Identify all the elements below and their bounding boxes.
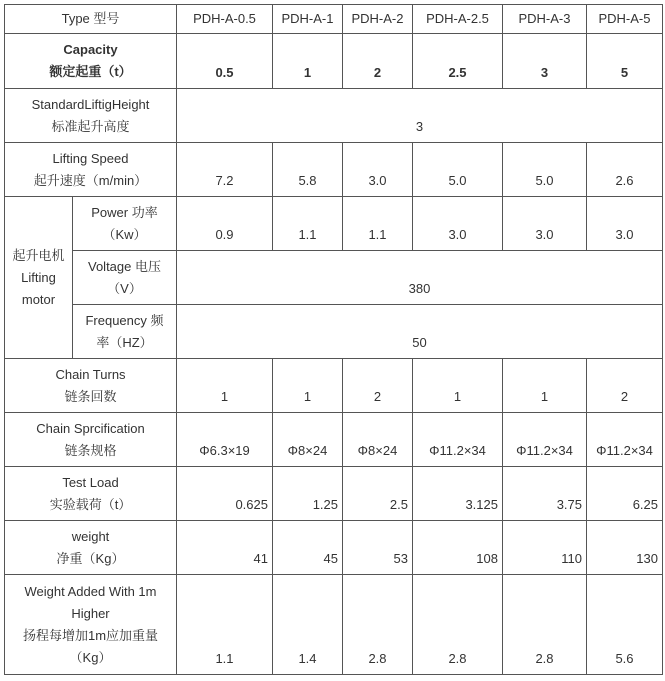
- spec-table: [4, 4, 663, 675]
- lifting-speed-value: 2.6: [587, 143, 663, 197]
- power-value: 3.0: [587, 197, 663, 251]
- power-value: 1.1: [343, 197, 413, 251]
- weight-value: 53: [343, 521, 413, 575]
- frequency-value: 50: [177, 305, 663, 359]
- motor-label: 起升电机 Lifting motor: [5, 197, 73, 359]
- lifting-speed-value: 7.2: [177, 143, 273, 197]
- chain-turns-value: 1: [503, 359, 587, 413]
- test-load-value: 1.25: [273, 467, 343, 521]
- weight-label: weight 净重（Kg）: [5, 521, 177, 575]
- capacity-value: 5: [587, 34, 663, 89]
- power-value: 1.1: [273, 197, 343, 251]
- chain-turns-label: Chain Turns 链条回数: [5, 359, 177, 413]
- capacity-value: 2.5: [413, 34, 503, 89]
- model-col-header: PDH-A-2: [343, 5, 413, 34]
- voltage-value: 380: [177, 251, 663, 305]
- weight-added-value: 1.1: [177, 575, 273, 675]
- lift-height-row: [5, 89, 663, 143]
- model-col-header: PDH-A-3: [503, 5, 587, 34]
- model-col-header: PDH-A-1: [273, 5, 343, 34]
- motor-frequency-row: [5, 305, 663, 359]
- voltage-label: Voltage 电压 （V）: [73, 251, 177, 305]
- frequency-label: Frequency 频 率（HZ）: [73, 305, 177, 359]
- capacity-value: 1: [273, 34, 343, 89]
- capacity-value: 0.5: [177, 34, 273, 89]
- lifting-speed-value: 3.0: [343, 143, 413, 197]
- capacity-value: 2: [343, 34, 413, 89]
- chain-spec-value: Φ11.2×34: [503, 413, 587, 467]
- header-label: Type 型号: [5, 5, 177, 34]
- chain-spec-value: Φ6.3×19: [177, 413, 273, 467]
- lift-height-label: StandardLiftigHeight 标准起升高度: [5, 89, 177, 143]
- weight-added-value: 1.4: [273, 575, 343, 675]
- lifting-speed-value: 5.0: [503, 143, 587, 197]
- model-col-header: PDH-A-5: [587, 5, 663, 34]
- chain-spec-value: Φ8×24: [273, 413, 343, 467]
- chain-turns-value: 2: [343, 359, 413, 413]
- lifting-speed-value: 5.8: [273, 143, 343, 197]
- chain-turns-value: 1: [273, 359, 343, 413]
- chain-spec-label: Chain Sprcification 链条规格: [5, 413, 177, 467]
- capacity-value: 3: [503, 34, 587, 89]
- weight-value: 45: [273, 521, 343, 575]
- header-row: [5, 5, 663, 34]
- power-value: 3.0: [413, 197, 503, 251]
- weight-value: 41: [177, 521, 273, 575]
- capacity-row: [5, 34, 663, 89]
- power-value: 0.9: [177, 197, 273, 251]
- weight-added-value: 5.6: [587, 575, 663, 675]
- motor-power-row: [5, 197, 663, 251]
- weight-added-value: 2.8: [413, 575, 503, 675]
- power-value: 3.0: [503, 197, 587, 251]
- chain-turns-value: 1: [413, 359, 503, 413]
- weight-added-row: [5, 575, 663, 675]
- lift-height-value: 3: [177, 89, 663, 143]
- chain-spec-value: Φ11.2×34: [587, 413, 663, 467]
- weight-added-value: 2.8: [343, 575, 413, 675]
- chain-spec-value: Φ11.2×34: [413, 413, 503, 467]
- chain-spec-row: [5, 413, 663, 467]
- chain-turns-value: 2: [587, 359, 663, 413]
- test-load-value: 0.625: [177, 467, 273, 521]
- test-load-value: 2.5: [343, 467, 413, 521]
- weight-value: 130: [587, 521, 663, 575]
- lifting-speed-row: [5, 143, 663, 197]
- weight-added-value: 2.8: [503, 575, 587, 675]
- lifting-speed-value: 5.0: [413, 143, 503, 197]
- weight-value: 110: [503, 521, 587, 575]
- test-load-value: 3.125: [413, 467, 503, 521]
- test-load-label: Test Load 实验载荷（t）: [5, 467, 177, 521]
- test-load-value: 3.75: [503, 467, 587, 521]
- model-col-header: PDH-A-0.5: [177, 5, 273, 34]
- chain-turns-row: [5, 359, 663, 413]
- test-load-row: [5, 467, 663, 521]
- motor-voltage-row: [5, 251, 663, 305]
- weight-value: 108: [413, 521, 503, 575]
- model-col-header: PDH-A-2.5: [413, 5, 503, 34]
- test-load-value: 6.25: [587, 467, 663, 521]
- lifting-speed-label: Lifting Speed 起升速度（m/min）: [5, 143, 177, 197]
- power-label: Power 功率 （Kw）: [73, 197, 177, 251]
- capacity-label: Capacity 额定起重（t）: [5, 34, 177, 89]
- weight-added-label: Weight Added With 1m Higher 扬程每增加1m应加重量 （Kg）: [5, 575, 177, 675]
- chain-spec-value: Φ8×24: [343, 413, 413, 467]
- chain-turns-value: 1: [177, 359, 273, 413]
- weight-row: [5, 521, 663, 575]
